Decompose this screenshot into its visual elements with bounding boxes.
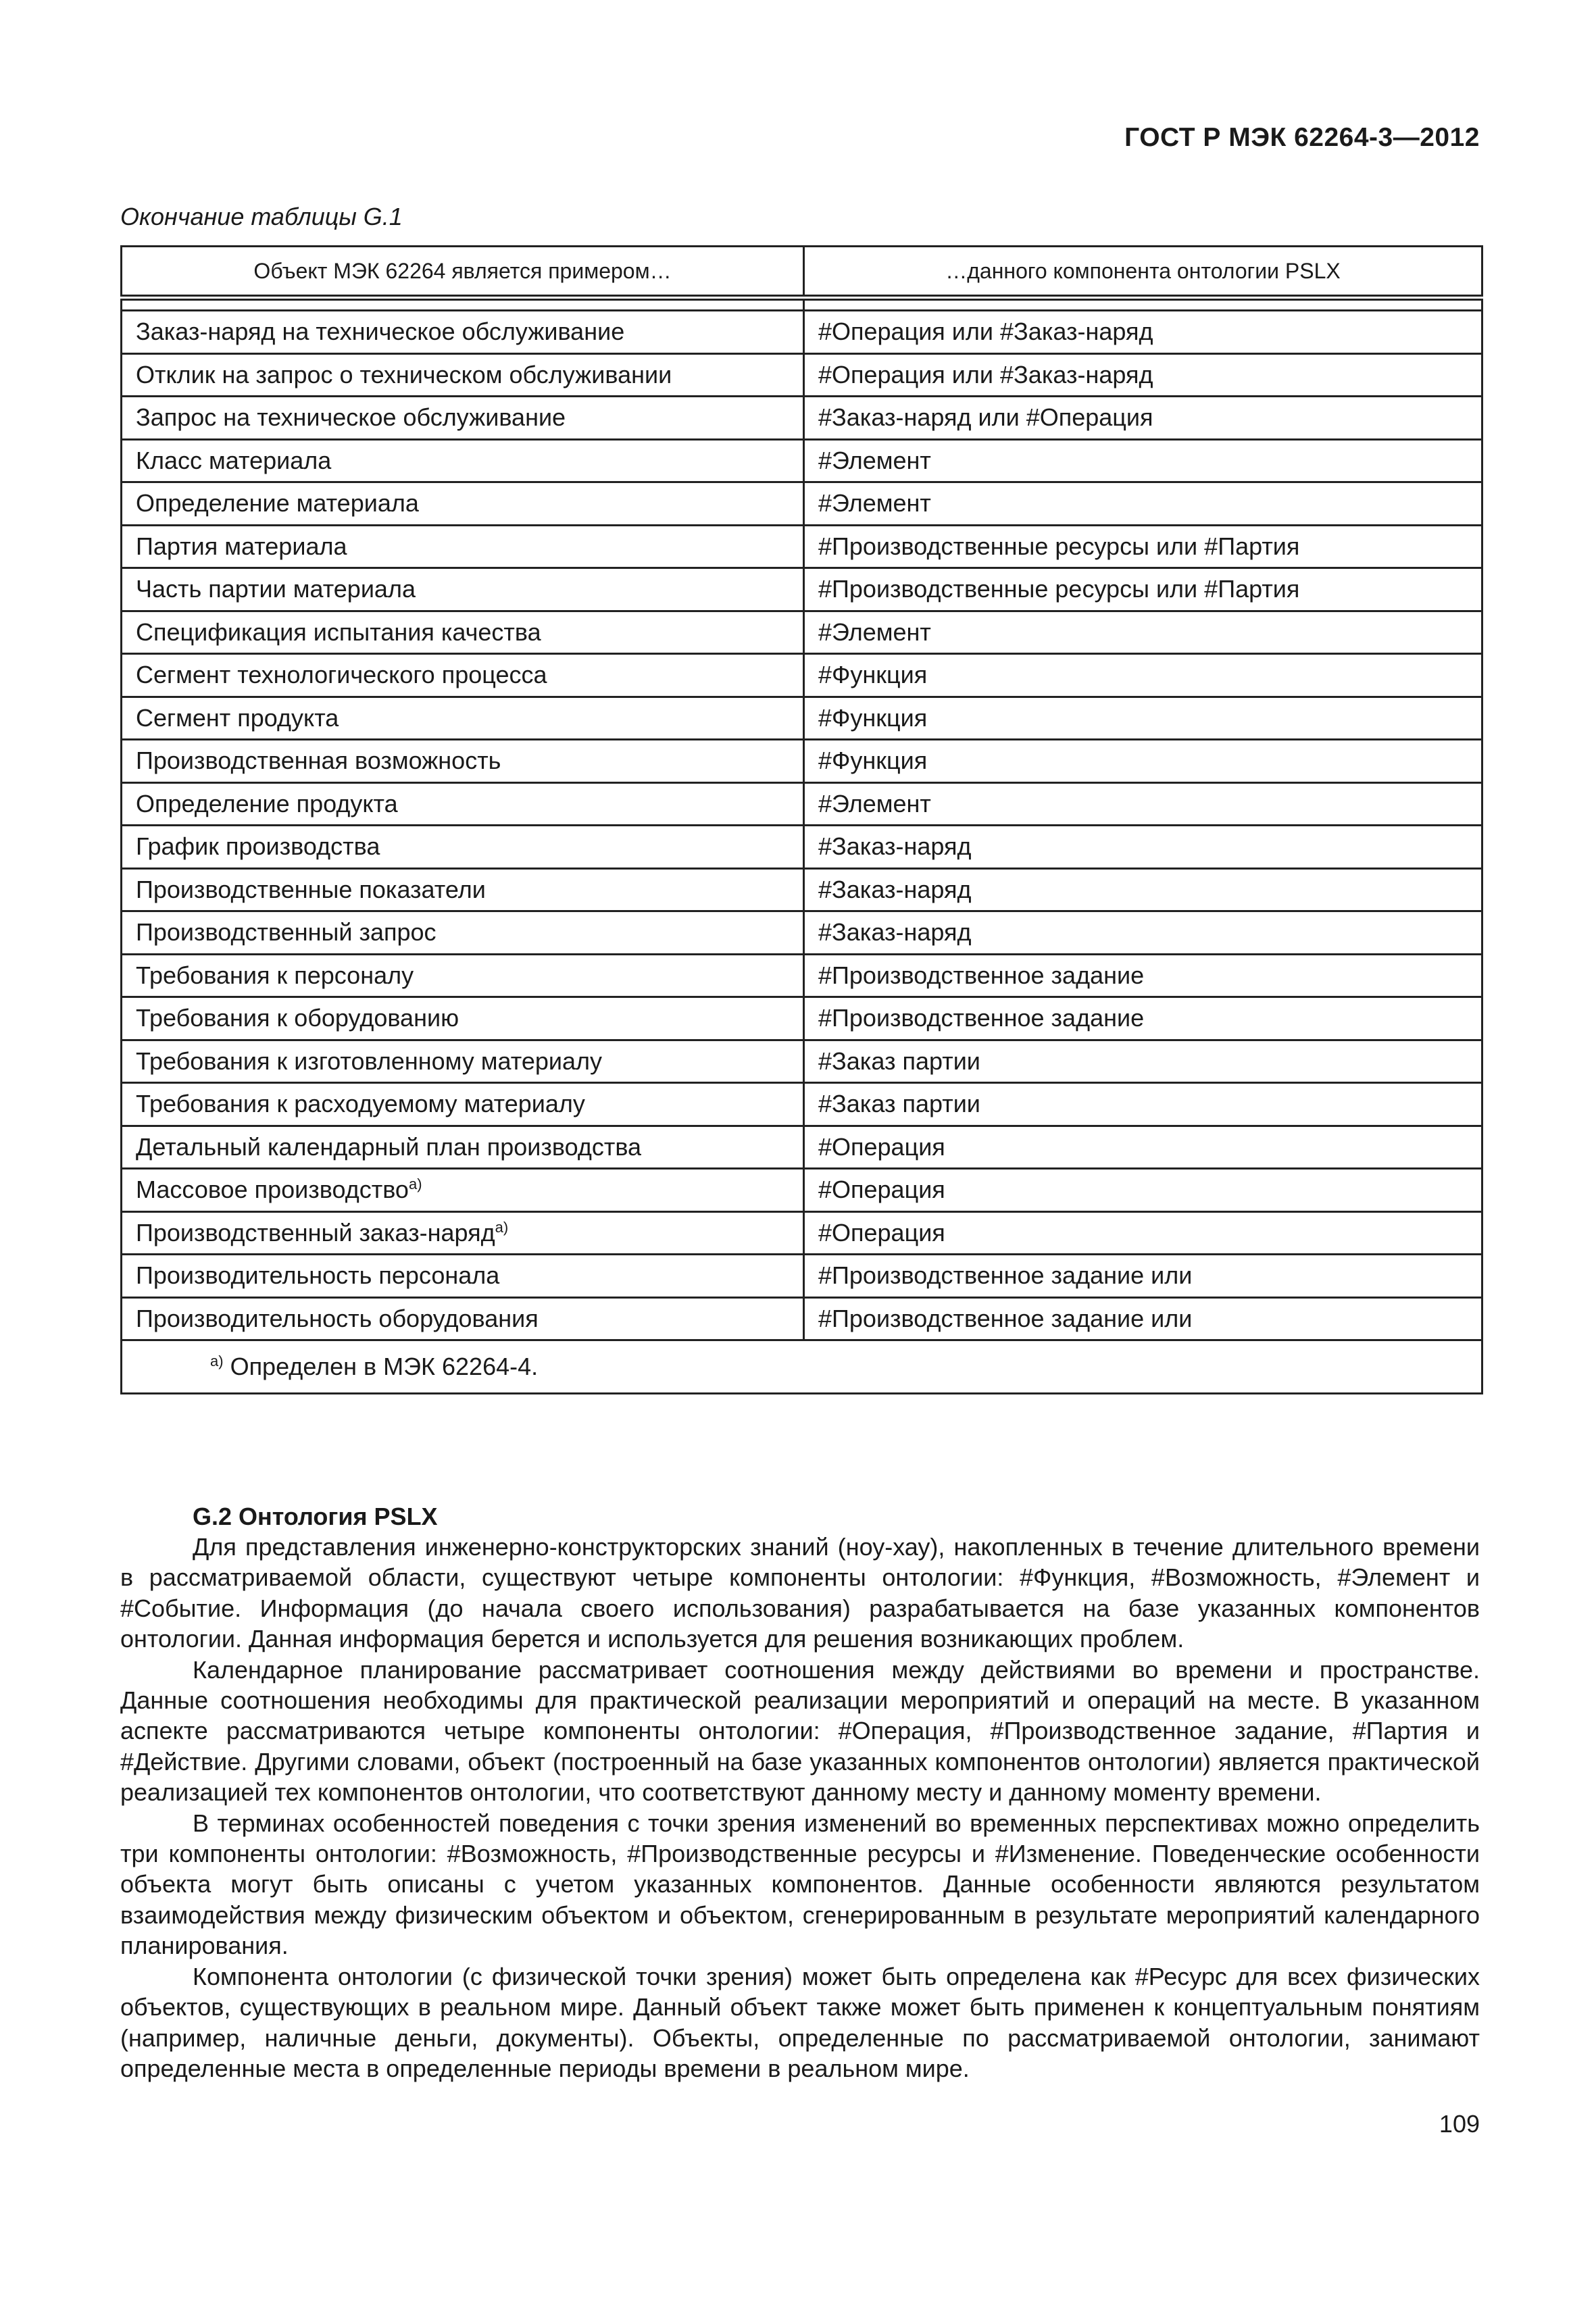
component-cell: #Элемент bbox=[804, 611, 1482, 654]
component-cell: #Заказ-наряд или #Операция bbox=[804, 397, 1482, 440]
object-cell bbox=[122, 611, 804, 654]
table-row bbox=[122, 954, 1482, 997]
footnote-ref: а) bbox=[495, 1218, 509, 1236]
component-cell: #Операция или #Заказ-наряд bbox=[804, 353, 1482, 397]
object-text: Требования к расходуемому материалу bbox=[136, 1090, 585, 1118]
component-cell: #Производственное задание bbox=[804, 954, 1482, 997]
table-row bbox=[122, 1169, 1482, 1212]
object-text: Требования к изготовленному материалу bbox=[136, 1047, 603, 1075]
component-cell: #Заказ-наряд bbox=[804, 911, 1482, 955]
object-text: Требования к персоналу bbox=[136, 961, 414, 989]
object-text: Детальный календарный план производства bbox=[136, 1132, 642, 1161]
column-header-object: Объект МЭК 62264 является примером… bbox=[122, 247, 804, 298]
object-cell bbox=[122, 740, 804, 783]
table-row bbox=[122, 611, 1482, 654]
page-number: 109 bbox=[1439, 2110, 1480, 2138]
object-cell bbox=[122, 1083, 804, 1126]
component-cell: #Производственное задание или bbox=[804, 1297, 1482, 1340]
component-cell: #Производственное задание или bbox=[804, 1255, 1482, 1298]
object-text: Производительность оборудования bbox=[136, 1304, 539, 1332]
object-text: Спецификация испытания качества bbox=[136, 618, 541, 646]
table-row bbox=[122, 868, 1482, 911]
table-row bbox=[122, 997, 1482, 1040]
component-cell: #Элемент bbox=[804, 782, 1482, 826]
object-text: Сегмент продукта bbox=[136, 703, 339, 732]
object-cell bbox=[122, 911, 804, 955]
footnote-text: Определен в МЭК 62264-4. bbox=[230, 1353, 539, 1380]
column-header-component: …данного компонента онтологии PSLX bbox=[804, 247, 1482, 298]
object-cell bbox=[122, 353, 804, 397]
component-cell: #Операция bbox=[804, 1169, 1482, 1212]
object-text: Партия материала bbox=[136, 532, 347, 560]
component-cell: #Производственные ресурсы или #Партия bbox=[804, 525, 1482, 568]
object-text: Требования к оборудованию bbox=[136, 1004, 459, 1032]
object-cell bbox=[122, 826, 804, 869]
object-text: Производственный заказ-наряд bbox=[136, 1218, 495, 1247]
table-row bbox=[122, 782, 1482, 826]
object-cell bbox=[122, 1040, 804, 1083]
table-row bbox=[122, 1040, 1482, 1083]
paragraph: Календарное планирование рассматривает соотношения между действиями во времени и пространстве. Данные соотношения необходимы для практической реализации мероприятий и операций на месте. В указанном аспекте рассматриваются четыре компоненты онтологии: #Операция, #Производственное задание, #Партия и #Действие. Другими словами, объект (построенный на базе указанных компонентов онтологии) является практической реализацией тех компонентов онтологии, что соответствуют данному месту и данному моменту времени. bbox=[120, 1655, 1480, 1807]
object-cell bbox=[122, 868, 804, 911]
section-title: G.2 Онтология PSLX bbox=[193, 1503, 438, 1530]
component-cell: #Производственные ресурсы или #Партия bbox=[804, 568, 1482, 611]
table-row bbox=[122, 568, 1482, 611]
table-row bbox=[122, 826, 1482, 869]
component-cell: #Элемент bbox=[804, 482, 1482, 526]
section-g2 bbox=[120, 1501, 1480, 2084]
table-row bbox=[122, 697, 1482, 740]
object-text: Производительность персонала bbox=[136, 1261, 500, 1290]
table-header-row bbox=[122, 247, 1482, 298]
table-row bbox=[122, 740, 1482, 783]
object-cell bbox=[122, 997, 804, 1040]
component-cell: #Заказ партии bbox=[804, 1083, 1482, 1126]
object-cell bbox=[122, 397, 804, 440]
object-cell bbox=[122, 697, 804, 740]
component-cell: #Операция или #Заказ-наряд bbox=[804, 311, 1482, 354]
footnote-ref: а) bbox=[408, 1176, 422, 1193]
table-row bbox=[122, 1297, 1482, 1340]
table-row bbox=[122, 311, 1482, 354]
component-cell: #Производственное задание bbox=[804, 997, 1482, 1040]
object-text: График производства bbox=[136, 832, 380, 861]
document-header: ГОСТ Р МЭК 62264-3—2012 bbox=[1124, 123, 1480, 152]
table-footnote bbox=[122, 1340, 1482, 1394]
component-cell: #Функция bbox=[804, 740, 1482, 783]
object-cell bbox=[122, 1297, 804, 1340]
object-text: Класс материала bbox=[136, 446, 332, 474]
component-cell: #Операция bbox=[804, 1126, 1482, 1169]
paragraph: Для представления инженерно-конструкторских знаний (ноу-хау), накопленных в течение длительного времени в рассматриваемой области, существуют четыре компоненты онтологии: #Функция, #Возможность, #Элемент и #Событие. Информация (до начала своего использования) разрабатывается на базе указанных компонентов онтологии. Данная информация берется и используется для решения возникающих проблем. bbox=[120, 1533, 1480, 1653]
table-g1 bbox=[120, 245, 1483, 1394]
table-row bbox=[122, 654, 1482, 697]
object-cell bbox=[122, 568, 804, 611]
component-cell: #Заказ-наряд bbox=[804, 868, 1482, 911]
object-text: Отклик на запрос о техническом обслуживании bbox=[136, 360, 672, 388]
object-text: Заказ-наряд на техническое обслуживание bbox=[136, 318, 625, 346]
table-row bbox=[122, 1126, 1482, 1169]
paragraph: Компонента онтологии (с физической точки зрения) может быть определена как #Ресурс для всех физических объектов, существующих в реальном мире. Данный объект также может быть применен к концептуальным понятиям (например, наличные деньги, документы). Объекты, определенные по рассматриваемой онтологии, занимают определенные места в определенные периоды времени в реальном мире. bbox=[120, 1962, 1480, 2082]
table-body bbox=[122, 298, 1482, 1394]
object-text: Сегмент технологического процесса bbox=[136, 661, 547, 689]
table-caption: Окончание таблицы G.1 bbox=[120, 203, 403, 230]
table-row bbox=[122, 1083, 1482, 1126]
footnote-mark: а) bbox=[210, 1353, 224, 1369]
object-cell bbox=[122, 439, 804, 482]
object-cell bbox=[122, 654, 804, 697]
table-row bbox=[122, 397, 1482, 440]
table-row bbox=[122, 1211, 1482, 1255]
component-cell: #Операция bbox=[804, 1211, 1482, 1255]
table-row bbox=[122, 1255, 1482, 1298]
object-text: Производственные показатели bbox=[136, 875, 486, 903]
object-cell bbox=[122, 954, 804, 997]
object-cell bbox=[122, 1169, 804, 1212]
object-text: Определение материала bbox=[136, 489, 419, 518]
object-text: Запрос на техническое обслуживание bbox=[136, 403, 566, 432]
table-footnote-row bbox=[122, 1340, 1482, 1394]
object-cell bbox=[122, 482, 804, 526]
object-cell bbox=[122, 782, 804, 826]
component-cell: #Функция bbox=[804, 697, 1482, 740]
table-row bbox=[122, 353, 1482, 397]
spacer-row bbox=[122, 298, 1482, 311]
paragraph: В терминах особенностей поведения с точки зрения изменений во временных перспективах можно определить три компоненты онтологии: #Возможность, #Производственные ресурсы и #Изменение. Поведенческие особенности объекта могут быть описаны с учетом указанных компонентов. Данные особенности являются результатом взаимодействия между физическим объектом и объектом, сгенерированным в результате мероприятий календарного планирования. bbox=[120, 1809, 1480, 1960]
object-cell bbox=[122, 311, 804, 354]
table-row bbox=[122, 911, 1482, 955]
object-text: Часть партии материала bbox=[136, 575, 416, 603]
object-cell bbox=[122, 1211, 804, 1255]
table-row bbox=[122, 439, 1482, 482]
object-text: Определение продукта bbox=[136, 789, 398, 818]
object-cell bbox=[122, 1255, 804, 1298]
object-cell bbox=[122, 525, 804, 568]
component-cell: #Функция bbox=[804, 654, 1482, 697]
component-cell: #Элемент bbox=[804, 439, 1482, 482]
component-cell: #Заказ-наряд bbox=[804, 826, 1482, 869]
component-cell: #Заказ партии bbox=[804, 1040, 1482, 1083]
object-cell bbox=[122, 1126, 804, 1169]
object-text: Производственная возможность bbox=[136, 747, 501, 775]
object-text: Производственный запрос bbox=[136, 918, 437, 947]
table-row bbox=[122, 525, 1482, 568]
table-row bbox=[122, 482, 1482, 526]
object-text: Массовое производство bbox=[136, 1176, 409, 1204]
